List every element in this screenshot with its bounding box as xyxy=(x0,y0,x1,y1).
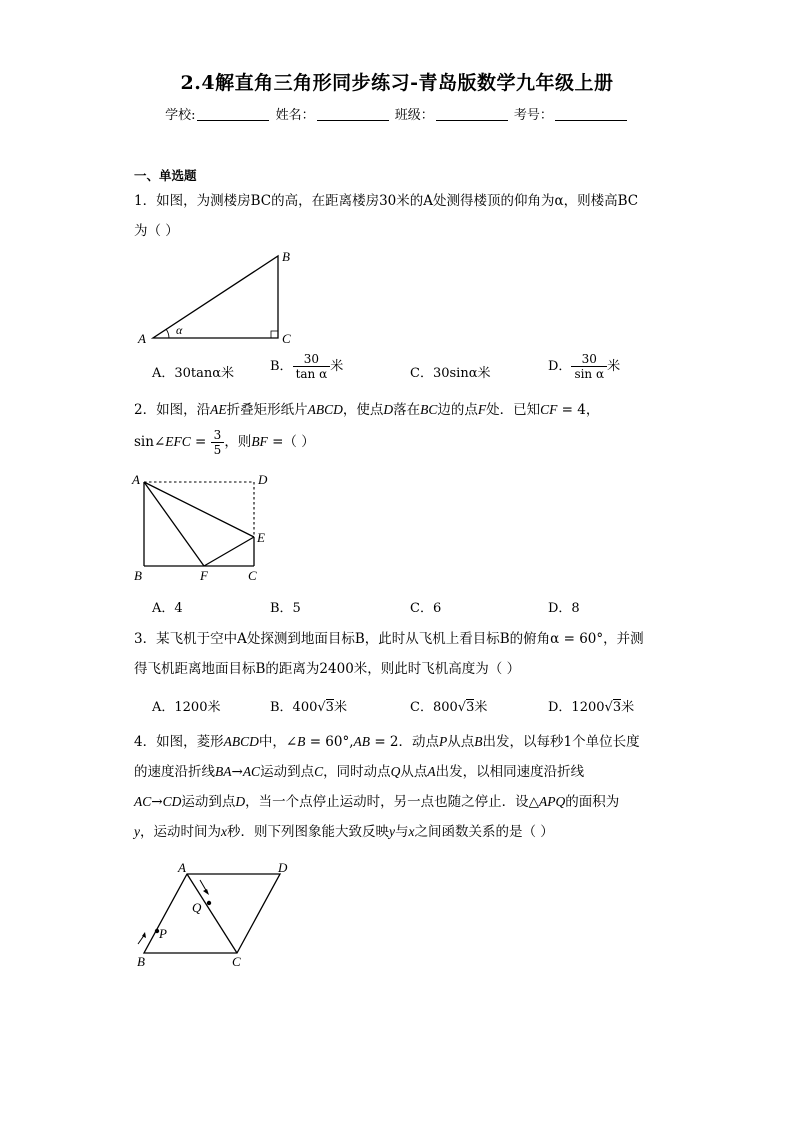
class-label: 班级： xyxy=(394,108,434,123)
q4-line-4: y，运动时间为x秒．则下列图象能大致反映y与x之间函数关系的是（ ） xyxy=(134,824,554,840)
student-info-line xyxy=(0,104,794,123)
q2-option-a[interactable]: A．4 xyxy=(152,601,183,616)
q1-option-b[interactable]: B． $\frac{30}{\text{tan α}}$ 米 xyxy=(270,352,344,381)
q1-label-B: B xyxy=(282,249,290,264)
q1-label-A: A xyxy=(138,331,146,346)
q4-label-A: A xyxy=(178,860,186,875)
q1-line-2: 为（ ） xyxy=(134,223,179,239)
school-label: 学校: xyxy=(165,108,196,123)
page-title: 2.4解直角三角形同步练习-青岛版数学九年级上册 xyxy=(180,72,614,94)
q1-line-1: 1．如图，为测楼房BC的高，在距离楼房30米的A处测得楼顶的仰角为α，则楼高BC xyxy=(134,193,639,209)
q2-option-d[interactable]: D．8 xyxy=(548,601,580,616)
q4-rhombus-figure xyxy=(130,856,300,972)
q4-label-B: B xyxy=(137,954,145,969)
q4-label-C: C xyxy=(232,954,241,969)
q2-label-F: F xyxy=(200,568,208,583)
q4-label-P: P xyxy=(159,926,167,941)
exam-no-blank[interactable] xyxy=(555,108,627,121)
class-blank[interactable] xyxy=(436,108,508,121)
exam-no-label: 考号： xyxy=(513,108,553,123)
q1-label-C: C xyxy=(282,331,291,346)
name-blank[interactable] xyxy=(317,108,389,121)
q4-label-Q: Q xyxy=(192,900,202,915)
q2-label-D: D xyxy=(258,472,268,487)
school-blank[interactable] xyxy=(197,108,269,121)
q1-triangle-figure xyxy=(130,248,310,350)
question-3-text xyxy=(134,624,694,684)
q3-line-1: 3．某飞机于空中A处探测到地面目标B，此时从飞机上看目标B的俯角α = 60°，并测 xyxy=(134,631,644,647)
q2-option-c[interactable]: C．6 xyxy=(410,601,442,616)
question-2-text xyxy=(134,395,694,425)
q2-label-C: C xyxy=(248,568,257,583)
q1-label-alpha: α xyxy=(176,323,183,337)
q3-option-b[interactable]: B．400√3米 xyxy=(270,700,347,715)
q2-line-1: 2．如图，沿AE折叠矩形纸片ABCD，使点D落在BC边的点F处．已知CF = 4， xyxy=(134,402,600,418)
q2-option-b[interactable]: B．5 xyxy=(270,601,301,616)
q2-rectangle-figure xyxy=(130,470,280,588)
q3-option-c[interactable]: C．800√3米 xyxy=(410,700,488,715)
q2-label-A: A xyxy=(132,472,140,487)
question-1-text xyxy=(134,186,664,246)
q4-line-2: 的速度沿折线BA→AC运动到点C，同时动点Q从点A出发，以相同速度沿折线 xyxy=(134,764,585,780)
section-heading: 一、单选题 xyxy=(134,168,197,183)
q1-option-d[interactable]: D． $\frac{30}{\text{sin α}}$ 米 xyxy=(548,352,621,381)
name-label: 姓名： xyxy=(275,108,315,123)
question-4-text xyxy=(134,727,694,847)
q4-label-D: D xyxy=(278,860,288,875)
q4-line-3: AC→CD运动到点D，当一个点停止运动时，另一点也随之停止．设△APQ的面积为 xyxy=(134,794,620,810)
q1-option-c[interactable]: C．30sinα米 xyxy=(410,366,491,381)
q3-option-d[interactable]: D．1200√3米 xyxy=(548,700,635,715)
q3-option-a[interactable]: A．1200米 xyxy=(152,700,221,715)
q1-option-a[interactable]: A．30tanα米 xyxy=(152,366,235,381)
q2-label-B: B xyxy=(134,568,142,583)
q2-line-2: sin∠EFC = $\frac{3}{5}$ ，则BF =（ ） xyxy=(134,428,315,457)
q2-label-E: E xyxy=(257,530,265,545)
q3-line-2: 得飞机距离地面目标B的距离为2400米，则此时飞机高度为（ ） xyxy=(134,661,521,677)
q4-line-1: 4．如图，菱形ABCD中，∠B = 60°,AB = 2．动点P从点B出发，以每秒1个单位长度 xyxy=(134,734,640,750)
